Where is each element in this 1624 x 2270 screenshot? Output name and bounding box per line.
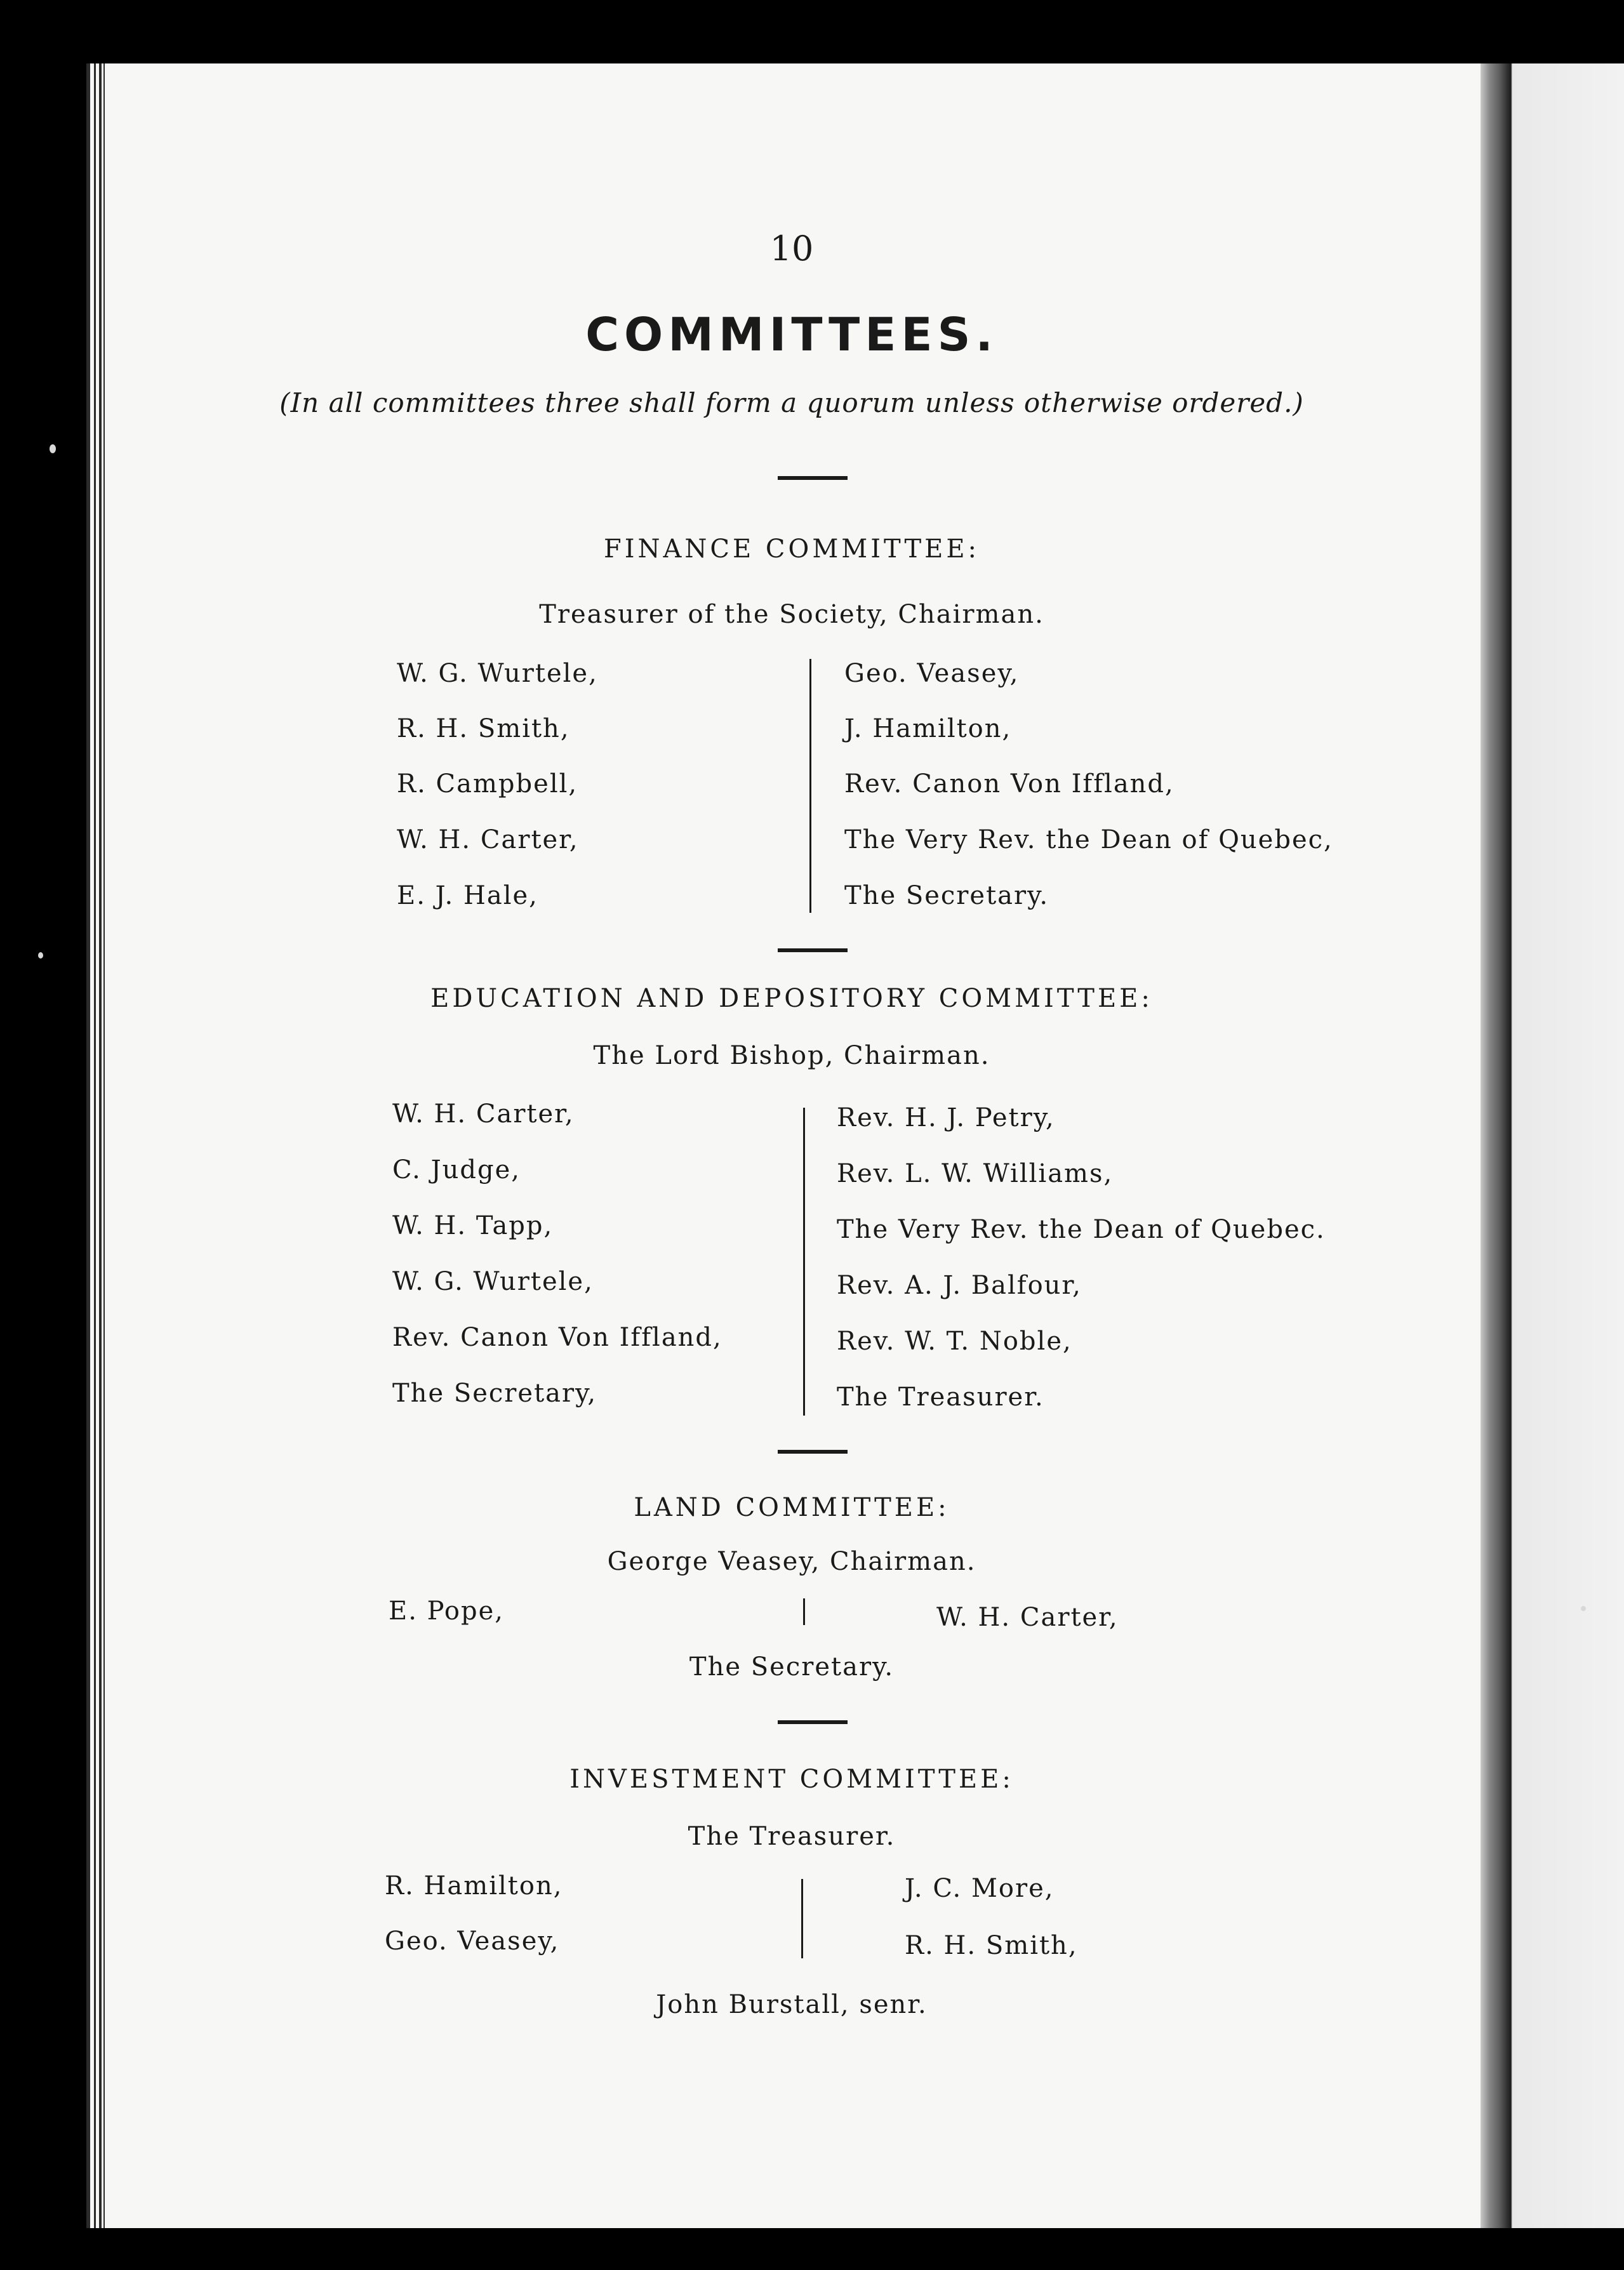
column-divider [809,659,811,913]
finance-member: The Secretary. [844,881,1049,910]
column-divider [803,1108,805,1416]
education-member: C. Judge, [392,1155,521,1185]
education-member: W. H. Carter, [392,1099,575,1129]
education-chair: The Lord Bishop, Chairman. [593,1041,990,1070]
page-number: 10 [769,229,814,269]
land-member: W. H. Carter, [936,1603,1119,1632]
education-member: Rev. W. T. Noble, [837,1327,1072,1356]
investment-heading: INVESTMENT COMMITTEE: [569,1765,1014,1794]
section-divider [778,1450,848,1454]
finance-member: W. H. Carter, [397,825,579,854]
section-divider [778,476,848,480]
investment-member: R. Hamilton, [385,1871,563,1901]
finance-member: The Very Rev. the Dean of Quebec, [844,825,1333,854]
education-member: Rev. Canon Von Iffland, [392,1323,722,1352]
land-member: E. Pope, [389,1596,504,1626]
investment-chair: The Treasurer. [688,1822,896,1851]
investment-member: R. H. Smith, [905,1931,1078,1960]
finance-heading: FINANCE COMMITTEE: [603,534,980,564]
scan-speck [38,952,43,959]
quorum-note: (In all committees three shall form a quorum unless otherwise ordered.) [279,387,1304,418]
page-title: COMMITTEES. [585,308,998,361]
education-member: The Treasurer. [837,1383,1044,1412]
investment-footer: John Burstall, senr. [656,1990,928,2019]
education-heading: EDUCATION AND DEPOSITORY COMMITTEE: [430,984,1153,1013]
land-footer: The Secretary. [689,1652,895,1682]
finance-member: J. Hamilton, [844,714,1012,743]
section-divider [778,1720,848,1724]
finance-chair: Treasurer of the Society, Chairman. [539,600,1044,629]
finance-member: E. J. Hale, [397,881,538,910]
investment-member: J. C. More, [905,1874,1055,1903]
education-member: Rev. A. J. Balfour, [837,1271,1082,1300]
section-divider [778,948,848,952]
finance-member: R. H. Smith, [397,714,570,743]
education-member: W. G. Wurtele, [392,1267,594,1296]
land-heading: LAND COMMITTEE: [634,1493,950,1522]
education-member: The Very Rev. the Dean of Quebec. [837,1215,1326,1244]
land-chair: George Veasey, Chairman. [607,1547,976,1576]
finance-member: Geo. Veasey, [844,659,1020,688]
education-member: The Secretary, [392,1379,597,1408]
finance-member: Rev. Canon Von Iffland, [844,769,1175,799]
facing-page-edge [1481,63,1624,2228]
scan-speck [50,444,56,453]
column-divider [801,1879,803,1958]
column-divider [803,1598,805,1625]
finance-member: R. Campbell, [397,769,578,799]
education-member: Rev. H. J. Petry, [837,1103,1055,1132]
finance-member: W. G. Wurtele, [397,659,598,688]
investment-member: Geo. Veasey, [385,1927,560,1956]
scan-speck [1581,1606,1586,1611]
education-member: Rev. L. W. Williams, [837,1159,1114,1188]
education-member: W. H. Tapp, [392,1211,554,1240]
